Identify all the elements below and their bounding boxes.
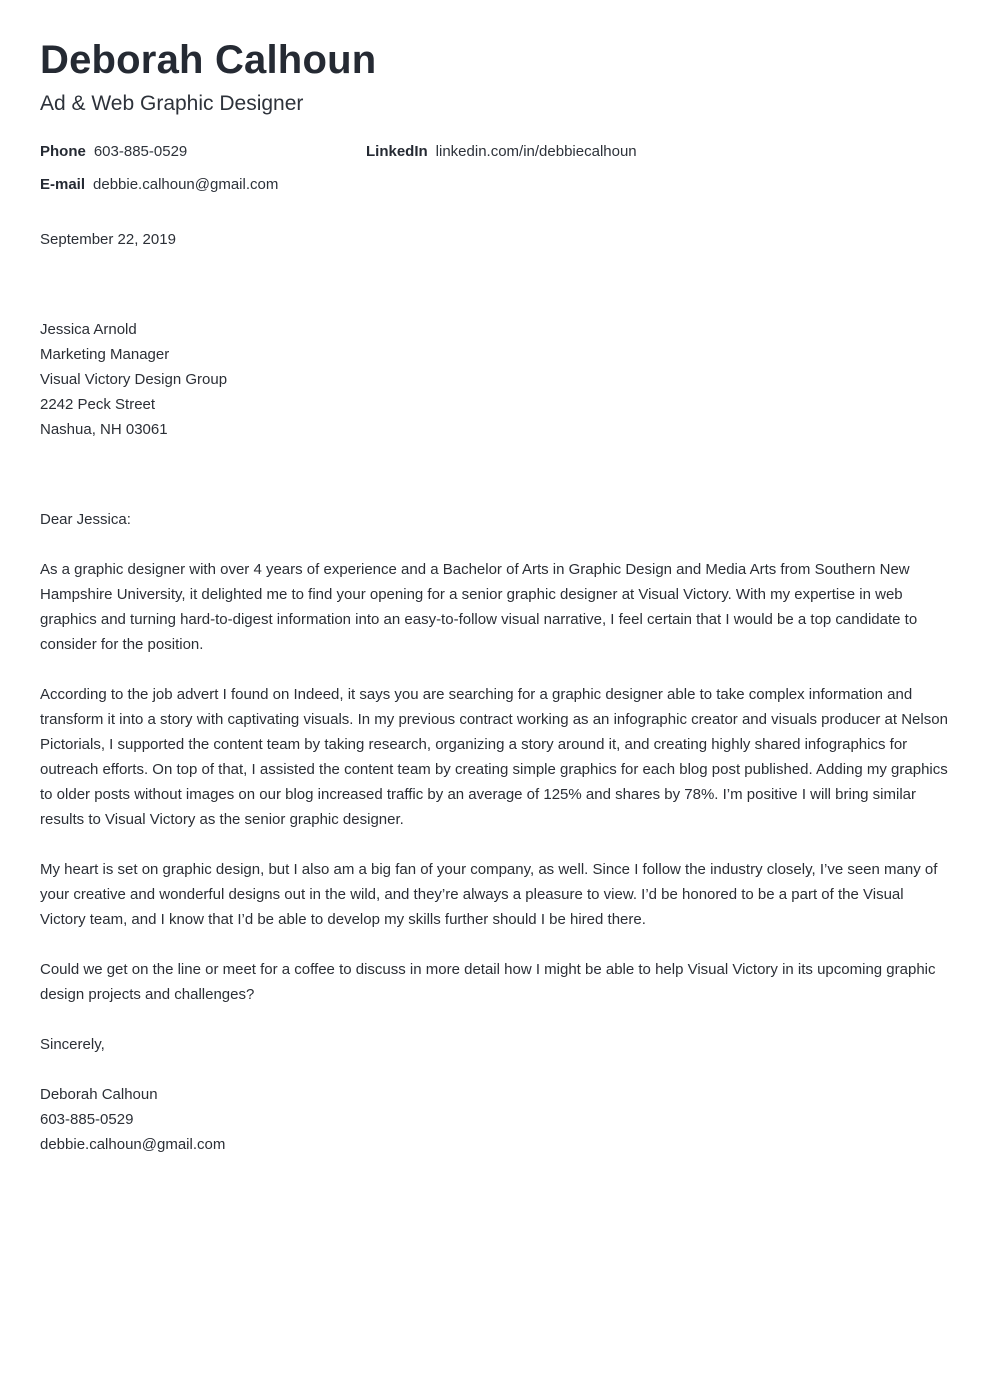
letter-closing: Sincerely,	[40, 1036, 105, 1053]
letter-body	[40, 507, 952, 1157]
signature-phone: 603-885-0529	[40, 1111, 134, 1128]
contact-email	[40, 175, 278, 195]
email-value: debbie.calhoun@gmail.com	[93, 176, 279, 193]
applicant-job-title: Ad & Web Graphic Designer	[40, 92, 304, 115]
email-label: E-mail	[40, 176, 86, 193]
signature-email: debbie.calhoun@gmail.com	[40, 1136, 226, 1153]
recipient-city: Nashua, NH 03061	[40, 421, 168, 438]
letter-greeting: Dear Jessica:	[40, 511, 131, 528]
linkedin-value: linkedin.com/in/debbiecalhoun	[435, 143, 637, 160]
letter-paragraph-3: My heart is set on graphic design, but I also am a big fan of your company, as well. Since I follow the industry closely, I’ve seen many of your creative and wonderful designs out in the wild, and they’re always a pleasure to view. I’d be honored to be a part of the Visual Victory team, and I know that I’d be able to develop my skills further should I be hired there.	[40, 861, 938, 928]
contact-linkedin	[366, 142, 637, 162]
letter-date: September 22, 2019	[40, 231, 176, 248]
signature-name: Deborah Calhoun	[40, 1086, 158, 1103]
recipient-company: Visual Victory Design Group	[40, 371, 228, 388]
letter-paragraph-4: Could we get on the line or meet for a coffee to discuss in more detail how I might be able to help Visual Victory in its upcoming graphic design projects and challenges?	[40, 961, 936, 1003]
letter-paragraph-2: According to the job advert I found on Indeed, it says you are searching for a graphic designer able to take complex information and transform it into a story with captivating visuals. In my previous contract working as an infographic creator and visuals producer at Nelson Pictorials, I supported the content team by taking research, organizing a story around it, and creating highly shared infographics for outreach efforts. On top of that, I assisted the content team by creating simple graphics for each blog post published. Adding my graphics to older posts without images on our blog increased traffic by an average of 125% and shares by 78%. I’m positive I will bring similar results to Visual Victory as the senior graphic designer.	[40, 686, 948, 828]
contact-phone	[40, 142, 187, 162]
applicant-name: Deborah Calhoun	[40, 38, 377, 82]
phone-value: 603-885-0529	[93, 143, 188, 160]
letter-paragraph-1: As a graphic designer with over 4 years of experience and a Bachelor of Arts in Graphic Design and Media Arts from Southern New Hampshire University, it delighted me to find your opening for a senior graphic designer at Visual Victory. With my expertise in web graphics and turning hard-to-digest information into an easy-to-follow visual narrative, I feel certain that I would be a top candidate to consider for the position.	[40, 561, 918, 653]
linkedin-label: LinkedIn	[366, 143, 428, 160]
recipient-street: 2242 Peck Street	[40, 396, 156, 413]
recipient-name: Jessica Arnold	[40, 321, 137, 338]
recipient-position: Marketing Manager	[40, 346, 170, 363]
recipient-block	[40, 317, 227, 442]
phone-label: Phone	[40, 143, 86, 160]
signature-block	[40, 1082, 952, 1157]
